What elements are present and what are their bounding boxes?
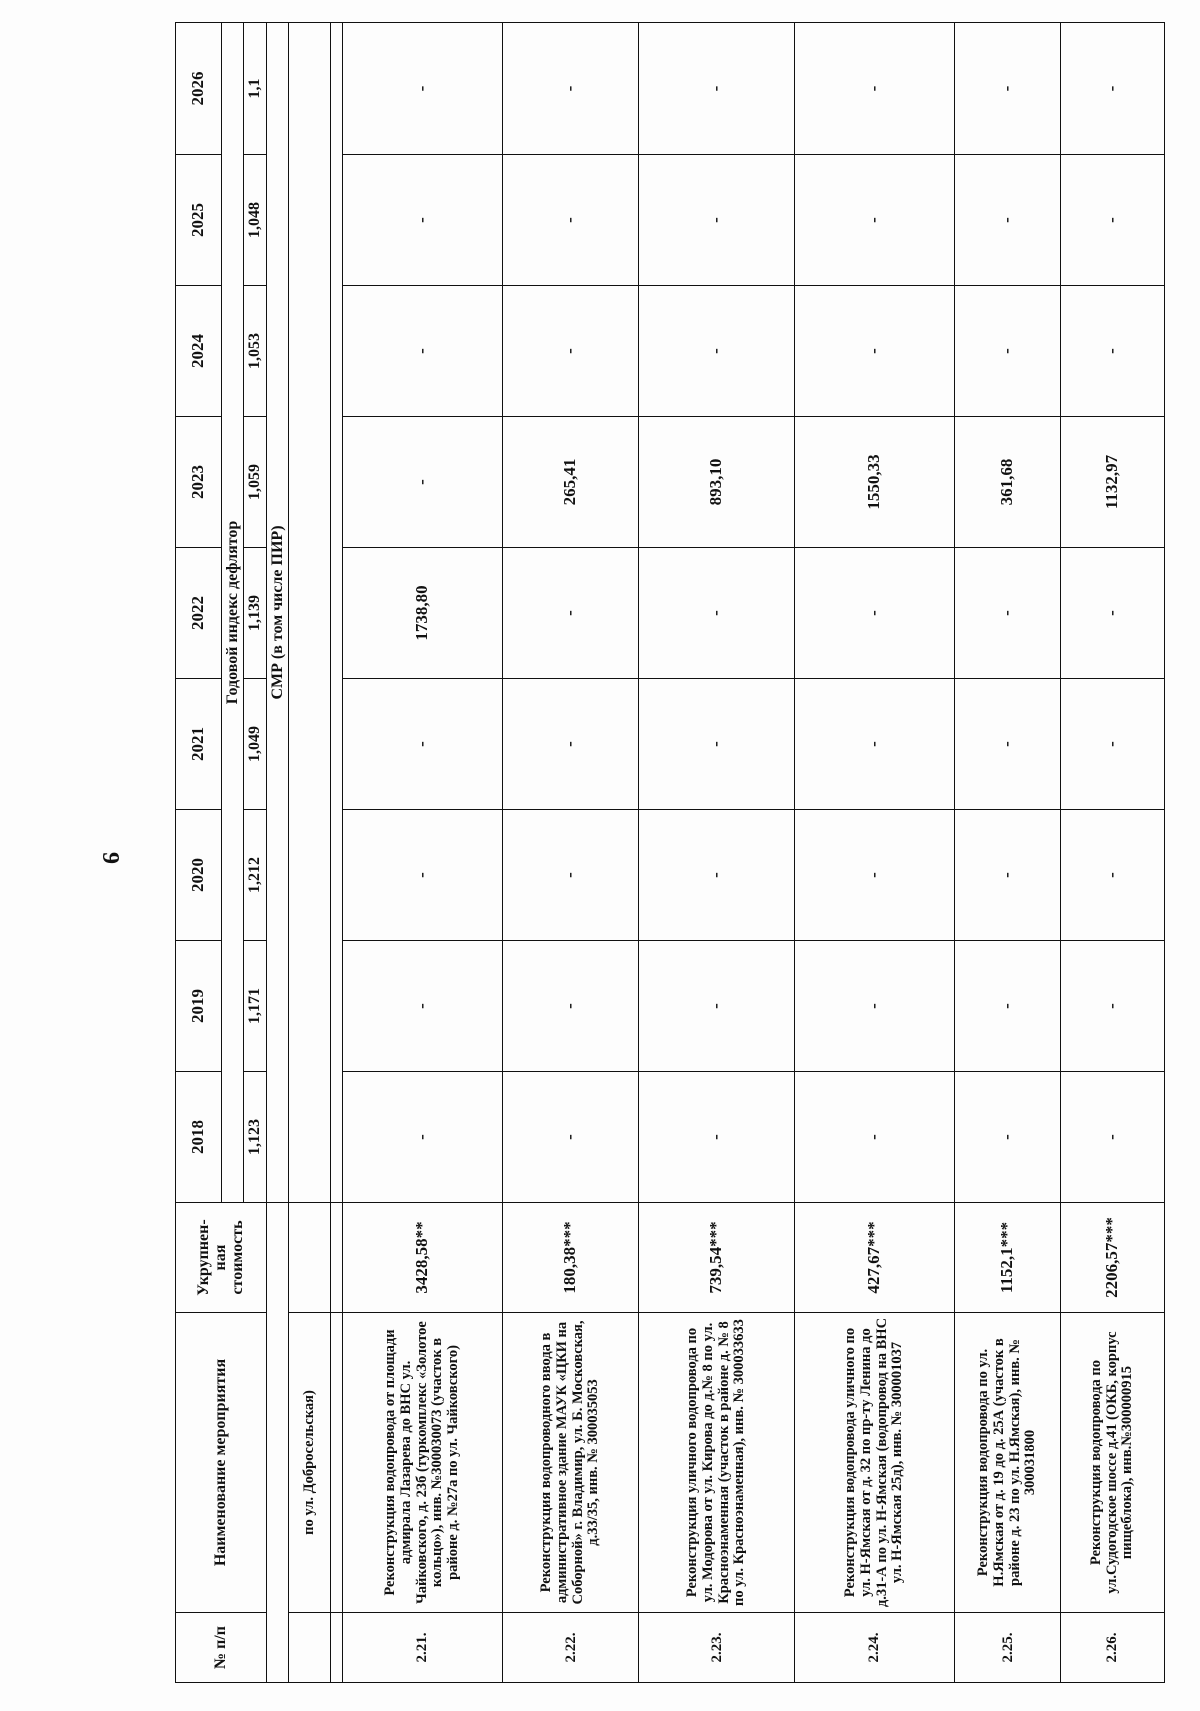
value-2020: - — [955, 810, 1061, 941]
value-2020: - — [342, 810, 502, 941]
value-2018: - — [795, 1072, 955, 1203]
row-cost: 739,54*** — [639, 1203, 795, 1313]
year-2019: 2019 — [176, 941, 222, 1072]
value-2018: - — [342, 1072, 502, 1203]
table-row — [1061, 23, 1165, 1683]
value-2023: 1132,97 — [1061, 417, 1165, 548]
smr-label: СМР (в том числе ПИР) — [266, 23, 288, 1203]
value-2022: - — [795, 548, 955, 679]
street-values-cell — [288, 23, 330, 1203]
value-2022: - — [1061, 548, 1165, 679]
value-2025: - — [795, 155, 955, 286]
table-row — [639, 23, 795, 1683]
deflator-2023: 1,059 — [244, 417, 266, 548]
value-2022: - — [639, 548, 795, 679]
row-cost: 2206,57*** — [1061, 1203, 1165, 1313]
deflator-2021: 1,049 — [244, 679, 266, 810]
street-continuation-row — [288, 23, 330, 1683]
value-2021: - — [502, 679, 638, 810]
value-2024: - — [1061, 286, 1165, 417]
year-2018: 2018 — [176, 1072, 222, 1203]
value-2026: - — [342, 23, 502, 155]
value-2024: - — [955, 286, 1061, 417]
spacer-row — [330, 23, 342, 1683]
street-num-cell — [288, 1613, 330, 1683]
header-name: Наименование мероприятия — [176, 1313, 267, 1613]
value-2021: - — [639, 679, 795, 810]
row-number: 2.25. — [955, 1613, 1061, 1683]
table-row — [795, 23, 955, 1683]
year-2022: 2022 — [176, 548, 222, 679]
value-2019: - — [502, 941, 638, 1072]
smr-spacer — [266, 1203, 288, 1683]
value-2023: - — [342, 417, 502, 548]
value-2026: - — [955, 23, 1061, 155]
value-2025: - — [342, 155, 502, 286]
rotated-table-wrapper — [175, 23, 1165, 1683]
value-2021: - — [1061, 679, 1165, 810]
value-2020: - — [502, 810, 638, 941]
value-2023: 265,41 — [502, 417, 638, 548]
deflator-2026: 1,1 — [244, 23, 266, 155]
row-number: 2.22. — [502, 1613, 638, 1683]
row-name: Реконструкция уличного водопровода по ул. Модорова от ул. Кирова до д.№ 8 по ул. Красноэнаменная (участок в районе д. № 8 по ул. Красноэнаменная), инв. № 300033633 — [639, 1313, 795, 1613]
value-2023: 361,68 — [955, 417, 1061, 548]
value-2025: - — [955, 155, 1061, 286]
value-2020: - — [639, 810, 795, 941]
row-cost: 3428,58** — [342, 1203, 502, 1313]
row-number: 2.23. — [639, 1613, 795, 1683]
value-2019: - — [955, 941, 1061, 1072]
table-row — [342, 23, 502, 1683]
year-2026: 2026 — [176, 23, 222, 155]
value-2025: - — [639, 155, 795, 286]
year-2024: 2024 — [176, 286, 222, 417]
row-name: Реконструкция водопровода по ул.Судогодское шоссе д.41 (ОКБ, корпус пищеблока), инв.№300000915 — [1061, 1313, 1165, 1613]
value-2022: - — [955, 548, 1061, 679]
row-name: Реконструкция водопровода по ул. Н.Ямская от д. 19 до д. 25А (участок в районе д. 23 по ул. Н.Ямская), инв. № 300031800 — [955, 1313, 1061, 1613]
value-2025: - — [502, 155, 638, 286]
value-2023: 1550,33 — [795, 417, 955, 548]
row-cost: 1152,1*** — [955, 1203, 1061, 1313]
deflator-2024: 1,053 — [244, 286, 266, 417]
row-number: 2.26. — [1061, 1613, 1165, 1683]
value-2018: - — [1061, 1072, 1165, 1203]
value-2019: - — [639, 941, 795, 1072]
value-2024: - — [639, 286, 795, 417]
value-2024: - — [502, 286, 638, 417]
deflator-2020: 1,212 — [244, 810, 266, 941]
value-2022: 1738,80 — [342, 548, 502, 679]
value-2021: - — [955, 679, 1061, 810]
value-2021: - — [795, 679, 955, 810]
row-number: 2.24. — [795, 1613, 955, 1683]
street-name-cell: по ул. Добросельская) — [288, 1313, 330, 1613]
street-cost-cell — [288, 1203, 330, 1313]
value-2026: - — [1061, 23, 1165, 155]
year-2025: 2025 — [176, 155, 222, 286]
table-row — [502, 23, 638, 1683]
value-2020: - — [1061, 810, 1165, 941]
value-2021: - — [342, 679, 502, 810]
value-2019: - — [1061, 941, 1165, 1072]
row-name: Реконструкция водопроводного ввода в административное здание МАУК «ЦКИ на Соборной» г. Владимир, ул. Б. Московская, д.33/35, инв. № 300035053 — [502, 1313, 638, 1613]
value-2026: - — [795, 23, 955, 155]
deflator-label: Годовой индекс дефлятор — [222, 23, 244, 1203]
value-2018: - — [639, 1072, 795, 1203]
value-2025: - — [1061, 155, 1165, 286]
header-number: № п/п — [176, 1613, 267, 1683]
deflator-2022: 1,139 — [244, 548, 266, 679]
row-cost: 427,67*** — [795, 1203, 955, 1313]
value-2019: - — [342, 941, 502, 1072]
value-2026: - — [639, 23, 795, 155]
value-2018: - — [955, 1072, 1061, 1203]
value-2019: - — [795, 941, 955, 1072]
value-2024: - — [795, 286, 955, 417]
year-2021: 2021 — [176, 679, 222, 810]
deflator-2025: 1,048 — [244, 155, 266, 286]
year-2020: 2020 — [176, 810, 222, 941]
table-row — [955, 23, 1061, 1683]
page-number: 9 — [97, 852, 123, 864]
value-2018: - — [502, 1072, 638, 1203]
deflator-2019: 1,171 — [244, 941, 266, 1072]
deflator-2018: 1,123 — [244, 1072, 266, 1203]
row-cost: 180,38*** — [502, 1203, 638, 1313]
row-name: Реконструкция водопровода уличного по ул. Н-Ямская от д. 32 по пр-ту Ленина до д.31-А по ул. Н-Ямская (водопровод на ВНС ул. Н-Ямская 25д), инв. № 300001037 — [795, 1313, 955, 1613]
value-2024: - — [342, 286, 502, 417]
value-2022: - — [502, 548, 638, 679]
year-2023: 2023 — [176, 417, 222, 548]
header-cost: Укрупнен-ная стоимость — [176, 1203, 267, 1313]
row-name: Реконструкция водопровода от площади адмирала Лазарева до ВНС ул. Чайковского, д. 23б (туркомплекс «Золотое кольцо»), инв. №300030073 (участок в районе д. №27а по ул. Чайковского) — [342, 1313, 502, 1613]
value-2020: - — [795, 810, 955, 941]
value-2026: - — [502, 23, 638, 155]
value-2023: 893,10 — [639, 417, 795, 548]
row-number: 2.21. — [342, 1613, 502, 1683]
data-rows — [342, 23, 1164, 1683]
investment-program-table — [175, 22, 1165, 1683]
